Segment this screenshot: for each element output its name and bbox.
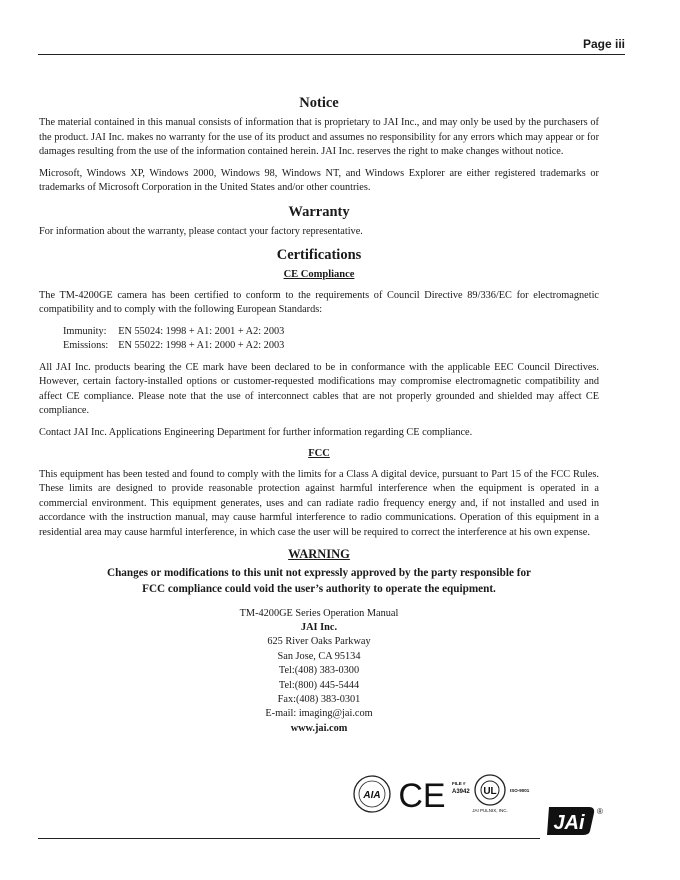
company-name: JAI Inc.	[300, 621, 338, 633]
fcc-text: This equipment has been tested and found to comply with the limits for a Class A digital device, pursuant to Part 15 of the FCC Rules. These limits are designed to provide reasonable protection against harmful interference when the equipment is operated in a commercial environment. This equipment generates, uses and can radiate radio frequency energy and, if not installed and used in accordance with the instruction manual, may cause harmful interference to radio communications. Operation of this equipment in a residential area may cause harmful interference, in which case the user will be required to correct the interference at his own expense.	[39, 468, 599, 538]
warning-line-2: FCC compliance could void the user’s authority to operate the equipment.	[142, 582, 496, 595]
warning-line-1: Changes or modifications to this unit not expressly approved by the party responsible for	[106, 566, 532, 579]
notice-title: Notice	[299, 95, 339, 111]
iso-text: ISO-9001	[510, 788, 530, 793]
footer-rule	[38, 838, 540, 839]
ce-intro: The TM-4200GE camera has been certified to conform to the requirements of Council Directive 89/336/EC for electromagnetic compatibility and to comply with the following European Standards:	[39, 289, 599, 315]
warranty-text: For information about the warranty, please contact your factory representative.	[39, 225, 363, 237]
contact-address	[39, 607, 599, 737]
notice-paragraph-2: Microsoft, Windows XP, Windows 2000, Windows 98, Windows NT, and Windows Explorer are either registered trademarks or trademarks of Microsoft Corporation in the United States and/or other countries.	[39, 167, 599, 193]
phone-2: Tel:(800) 445-5444	[278, 679, 360, 691]
standard-label: Immunity:	[63, 325, 107, 337]
website: www.jai.com	[290, 722, 348, 734]
header-rule	[38, 54, 625, 55]
warranty-title: Warranty	[288, 203, 350, 220]
standard-row	[63, 325, 294, 340]
standard-row	[63, 339, 294, 354]
notice-paragraph-1: The material contained in this manual consists of information that is proprietary to JAI Inc., and may only be used by the purchasers of the product. JAI Inc. makes no warranty for the use of its product and assumes no responsibility for any errors which may appear or for damages resulting from the use of the information contained herein. JAI Inc. reserves the right to make changes without notice.	[39, 117, 599, 157]
email: E-mail: imaging@jai.com	[265, 708, 373, 720]
aia-logo-text: AIA	[363, 790, 381, 801]
page-number: Page iii	[582, 37, 625, 51]
jai-logo	[545, 803, 603, 837]
jai-logo-text: JAi	[553, 812, 585, 834]
ul-file-label: FILE #	[452, 781, 466, 786]
city: San Jose, CA 95134	[277, 650, 361, 662]
ce-mark-text: CE	[398, 777, 446, 815]
ce-mark	[398, 777, 445, 815]
standards-table	[63, 325, 294, 354]
certification-logos	[350, 770, 540, 820]
manual-name: TM-4200GE Series Operation Manual	[239, 607, 399, 619]
street: 625 River Oaks Parkway	[267, 636, 371, 648]
document-body	[39, 94, 599, 736]
ul-mark-text: UL	[483, 786, 497, 797]
ul-caption: JAI PULNIX, INC.	[472, 808, 508, 813]
ce-compliance-title: CE Compliance	[283, 269, 355, 280]
ul-logo	[452, 775, 530, 813]
standard-value: EN 55022: 1998 + A1: 2000 + A2: 2003	[118, 340, 285, 351]
ul-file-number: A3942	[452, 789, 470, 795]
standard-value: EN 55024: 1998 + A1: 2001 + A2: 2003	[118, 325, 285, 337]
warning-title: WARNING	[288, 547, 350, 561]
fcc-title: FCC	[308, 448, 330, 459]
ce-paragraph-3: Contact JAI Inc. Applications Engineering Department for further information regarding CE compliance.	[39, 426, 473, 438]
ce-paragraph-2: All JAI Inc. products bearing the CE mark have been declared to be in conformance with the applicable EEC Council Directives. However, certain factory-installed options or customer-requested modifications may compromise electromagnetic compatibility and affect CE compliance. Please note that the use of interconnect cables that are not properly grounded and shielded may affect CE compliance.	[39, 361, 599, 416]
certifications-title: Certifications	[276, 247, 362, 263]
aia-logo	[354, 776, 390, 812]
standard-label: Emissions:	[63, 340, 109, 351]
registered-mark: ®	[597, 807, 603, 816]
phone-1: Tel:(408) 383-0300	[278, 665, 360, 677]
warning-text	[39, 565, 599, 597]
fax: Fax:(408) 383-0301	[277, 693, 361, 705]
